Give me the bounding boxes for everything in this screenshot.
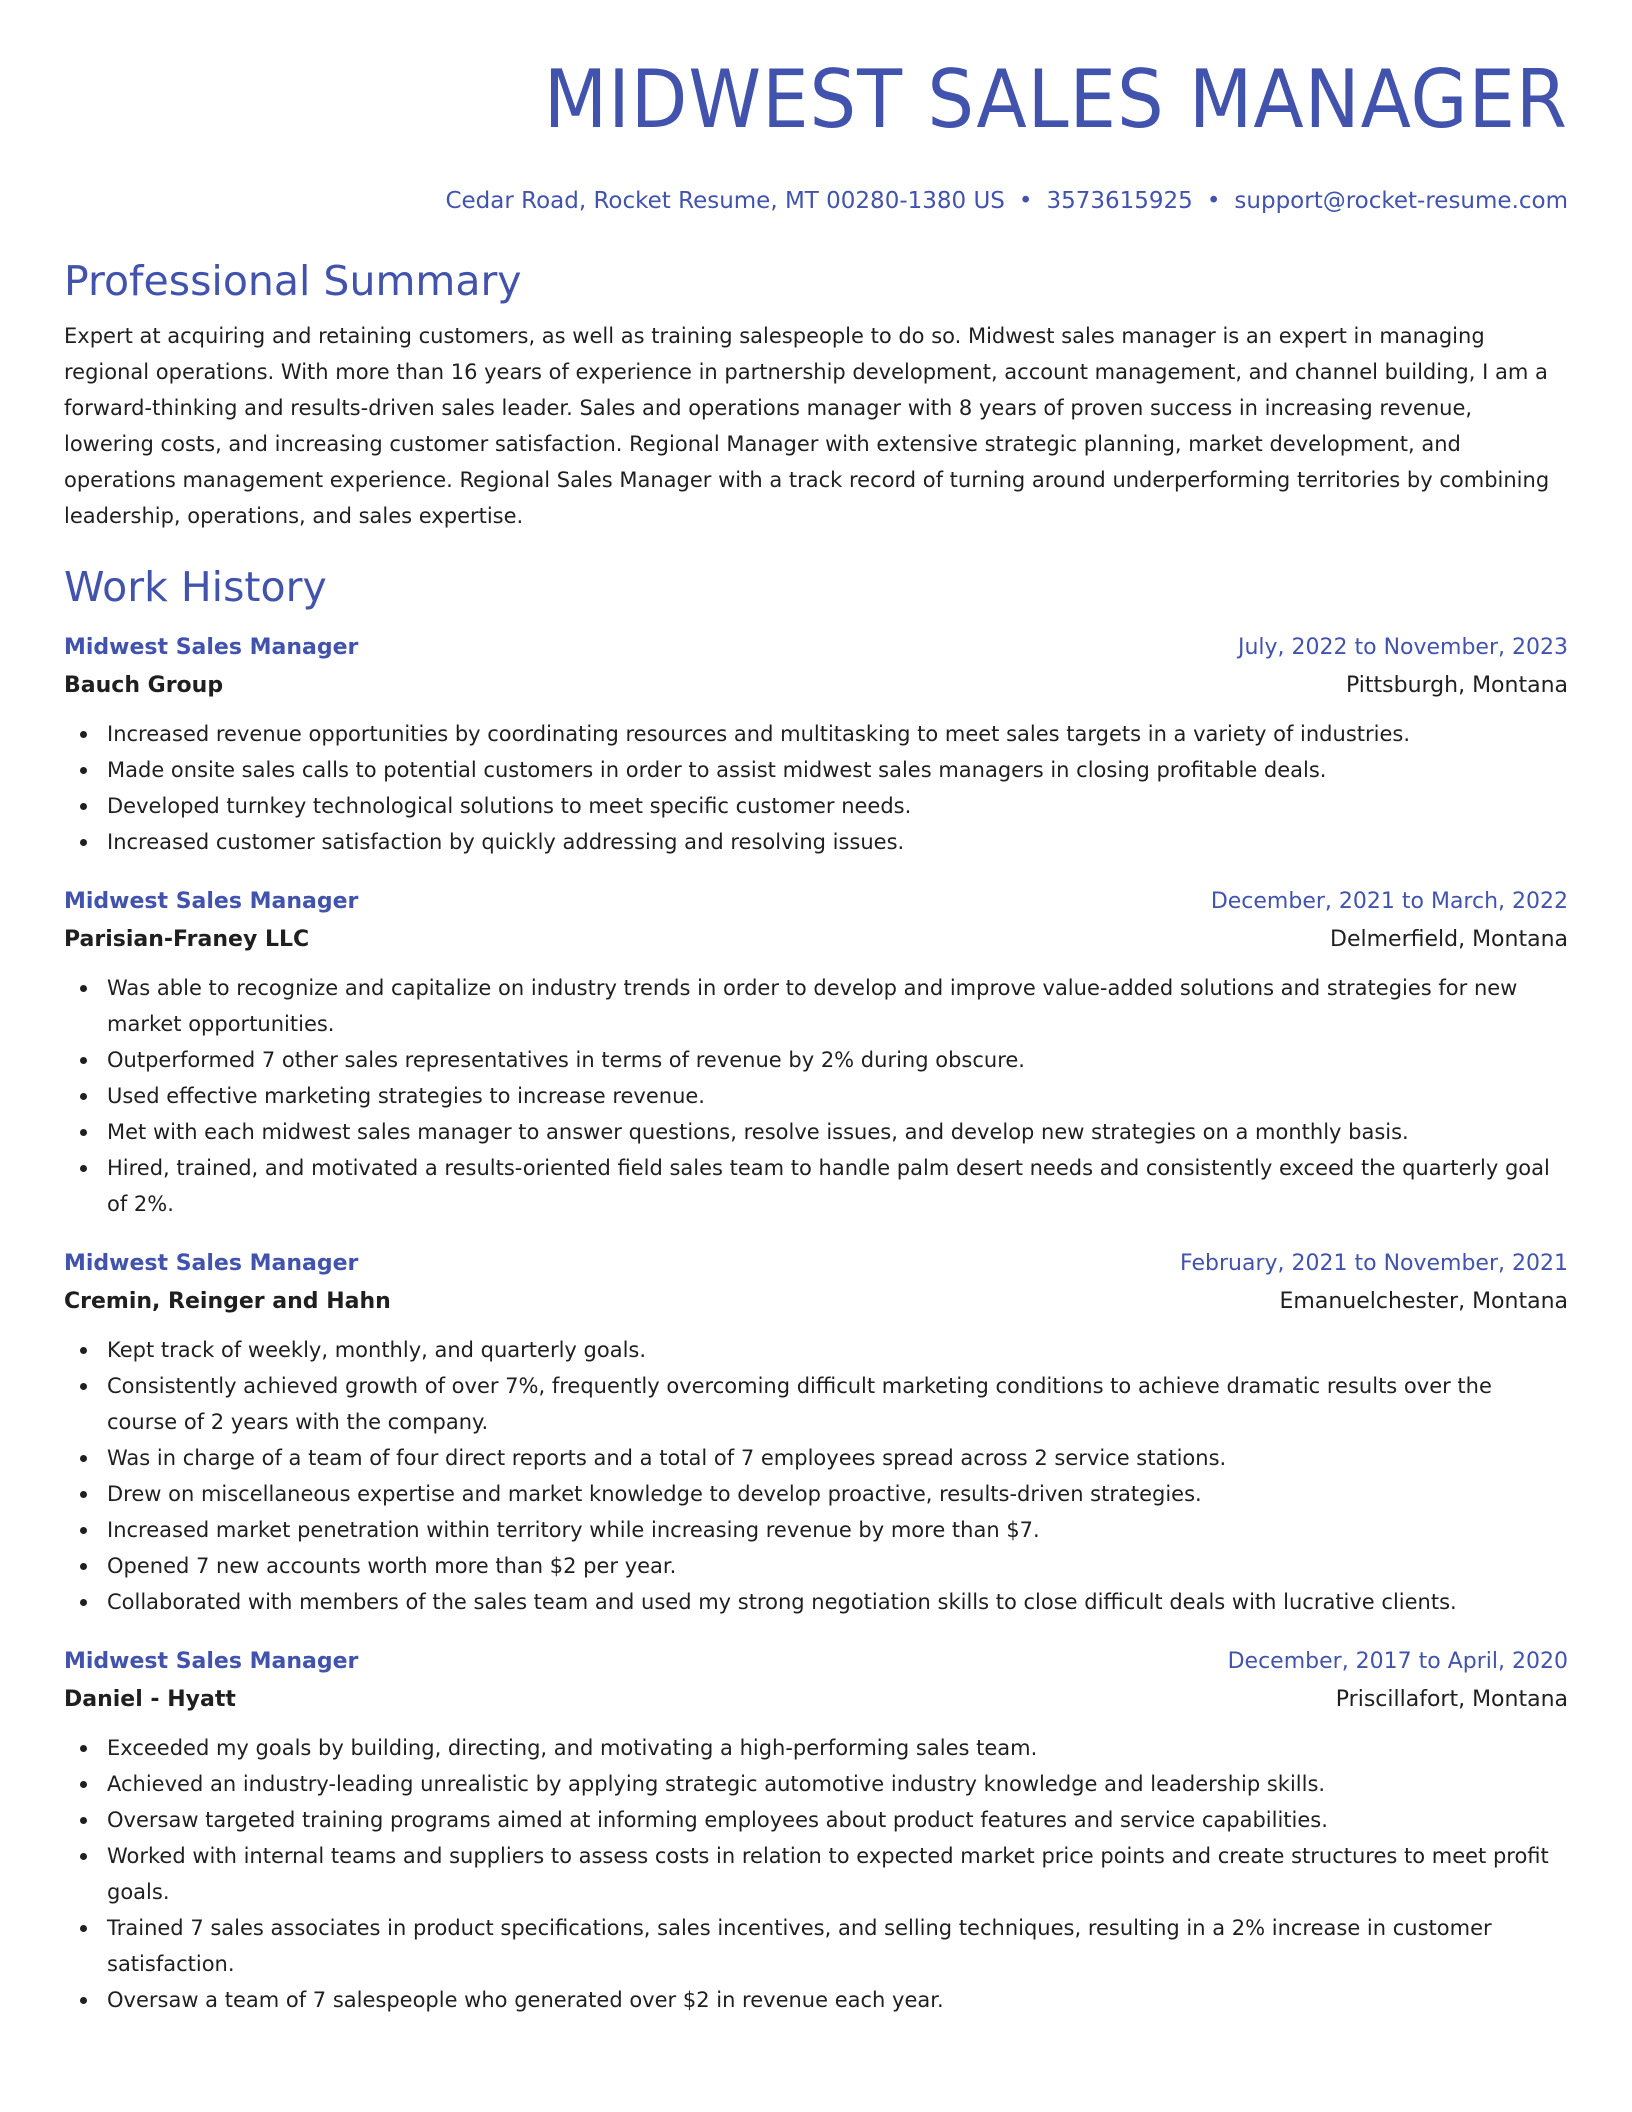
job-dates: December, 2021 to March, 2022	[1210, 889, 1568, 914]
job-location: Priscillafort, Montana	[1335, 1687, 1568, 1712]
job-bullet: Met with each midwest sales manager to answer questions, resolve issues, and develop new strategies on a monthly basis.	[107, 1114, 1568, 1150]
contact-separator: •	[1018, 188, 1033, 214]
work-history-heading: Work History	[64, 563, 327, 611]
job-title: Midwest Sales Manager	[64, 635, 359, 660]
summary-heading: Professional Summary	[64, 257, 522, 305]
job-list	[64, 630, 1568, 2018]
job-title-row	[64, 1644, 1568, 1680]
job-bullet: Made onsite sales calls to potential customers in order to assist midwest sales managers in closing profitable deals.	[107, 752, 1568, 788]
job-dates: February, 2021 to November, 2021	[1180, 1251, 1568, 1276]
job-entry	[64, 1644, 1568, 2018]
job-company: Bauch Group	[64, 673, 224, 698]
job-title-row	[64, 630, 1568, 666]
job-bullet: Consistently achieved growth of over 7%, frequently overcoming difficult marketing conditions to achieve dramatic results over the course of 2 years with the company.	[107, 1368, 1568, 1440]
job-bullet-list	[64, 716, 1568, 860]
summary-section	[64, 256, 1568, 534]
job-title-row	[64, 1246, 1568, 1282]
job-company-row	[64, 920, 1568, 960]
job-entry	[64, 630, 1568, 860]
job-entry	[64, 884, 1568, 1222]
job-bullet: Developed turnkey technological solutions to meet specific customer needs.	[107, 788, 1568, 824]
job-bullet: Hired, trained, and motivated a results-oriented field sales team to handle palm desert needs and consistently exceed the quarterly goal of 2%.	[107, 1150, 1568, 1222]
job-company: Daniel - Hyatt	[64, 1687, 236, 1712]
job-bullet: Opened 7 new accounts worth more than $2 per year.	[107, 1548, 1568, 1584]
job-dates: July, 2022 to November, 2023	[1237, 635, 1568, 660]
job-bullet: Was in charge of a team of four direct reports and a total of 7 employees spread across 2 service stations.	[107, 1440, 1568, 1476]
job-bullet: Increased market penetration within territory while increasing revenue by more than $7.	[107, 1512, 1568, 1548]
job-title-row	[64, 884, 1568, 920]
job-company: Cremin, Reinger and Hahn	[64, 1289, 391, 1314]
job-location: Delmerfield, Montana	[1330, 927, 1568, 952]
job-entry	[64, 1246, 1568, 1620]
job-bullet-list	[64, 970, 1568, 1222]
job-location: Emanuelchester, Montana	[1279, 1289, 1568, 1314]
work-history-section	[64, 562, 1568, 2018]
job-title: Midwest Sales Manager	[64, 1251, 359, 1276]
job-bullet: Collaborated with members of the sales team and used my strong negotiation skills to close difficult deals with lucrative clients.	[107, 1584, 1568, 1620]
contact-address: Cedar Road, Rocket Resume, MT 00280-1380 US	[445, 188, 1005, 214]
contact-separator: •	[1206, 188, 1221, 214]
job-company-row	[64, 666, 1568, 706]
job-bullet: Was able to recognize and capitalize on industry trends in order to develop and improve value-added solutions and strategies for new market opportunities.	[107, 970, 1568, 1042]
job-title: Midwest Sales Manager	[64, 1649, 359, 1674]
job-company: Parisian-Franey LLC	[64, 927, 310, 952]
job-bullet: Oversaw targeted training programs aimed at informing employees about product features and service capabilities.	[107, 1802, 1568, 1838]
job-location: Pittsburgh, Montana	[1346, 673, 1568, 698]
job-bullet: Increased revenue opportunities by coordinating resources and multitasking to meet sales targets in a variety of industries.	[107, 716, 1568, 752]
job-bullet-list	[64, 1332, 1568, 1620]
job-company-row	[64, 1680, 1568, 1720]
job-title: Midwest Sales Manager	[64, 889, 359, 914]
job-company-row	[64, 1282, 1568, 1322]
job-bullet: Worked with internal teams and suppliers to assess costs in relation to expected market price points and create structures to meet profit goals.	[107, 1838, 1568, 1910]
job-bullet: Oversaw a team of 7 salespeople who generated over $2 in revenue each year.	[107, 1982, 1568, 2018]
job-bullet: Trained 7 sales associates in product specifications, sales incentives, and selling techniques, resulting in a 2% increase in customer satisfaction.	[107, 1910, 1568, 1982]
job-bullet: Exceeded my goals by building, directing, and motivating a high-performing sales team.	[107, 1730, 1568, 1766]
job-bullet: Achieved an industry-leading unrealistic by applying strategic automotive industry knowledge and leadership skills.	[107, 1766, 1568, 1802]
contact-email[interactable]: support@rocket-resume.com	[1234, 188, 1568, 214]
job-bullet: Outperformed 7 other sales representatives in terms of revenue by 2% during obscure.	[107, 1042, 1568, 1078]
summary-text: Expert at acquiring and retaining customers, as well as training salespeople to do so. Midwest sales manager is an expert in managing regional operations. With more than 16 years of experience in partnership development, account management, and channel building, I am a forward-thinking and results-driven sales leader. Sales and operations manager with 8 years of proven success in increasing revenue, lowering costs, and increasing customer satisfaction. Regional Manager with extensive strategic planning, market development, and operations management experience. Regional Sales Manager with a track record of turning around underperforming territories by combining leadership, operations, and sales expertise.	[64, 324, 1550, 528]
contact-phone[interactable]: 3573615925	[1046, 188, 1193, 214]
job-bullet: Used effective marketing strategies to increase revenue.	[107, 1078, 1568, 1114]
job-bullet: Increased customer satisfaction by quickly addressing and resolving issues.	[107, 824, 1568, 860]
contact-line	[64, 186, 1568, 216]
job-bullet: Drew on miscellaneous expertise and market knowledge to develop proactive, results-driven strategies.	[107, 1476, 1568, 1512]
resume-header	[64, 52, 1568, 216]
candidate-name: MIDWEST SALES MANAGER	[543, 53, 1568, 146]
job-bullet: Kept track of weekly, monthly, and quarterly goals.	[107, 1332, 1568, 1368]
job-bullet-list	[64, 1730, 1568, 2018]
job-dates: December, 2017 to April, 2020	[1227, 1649, 1568, 1674]
